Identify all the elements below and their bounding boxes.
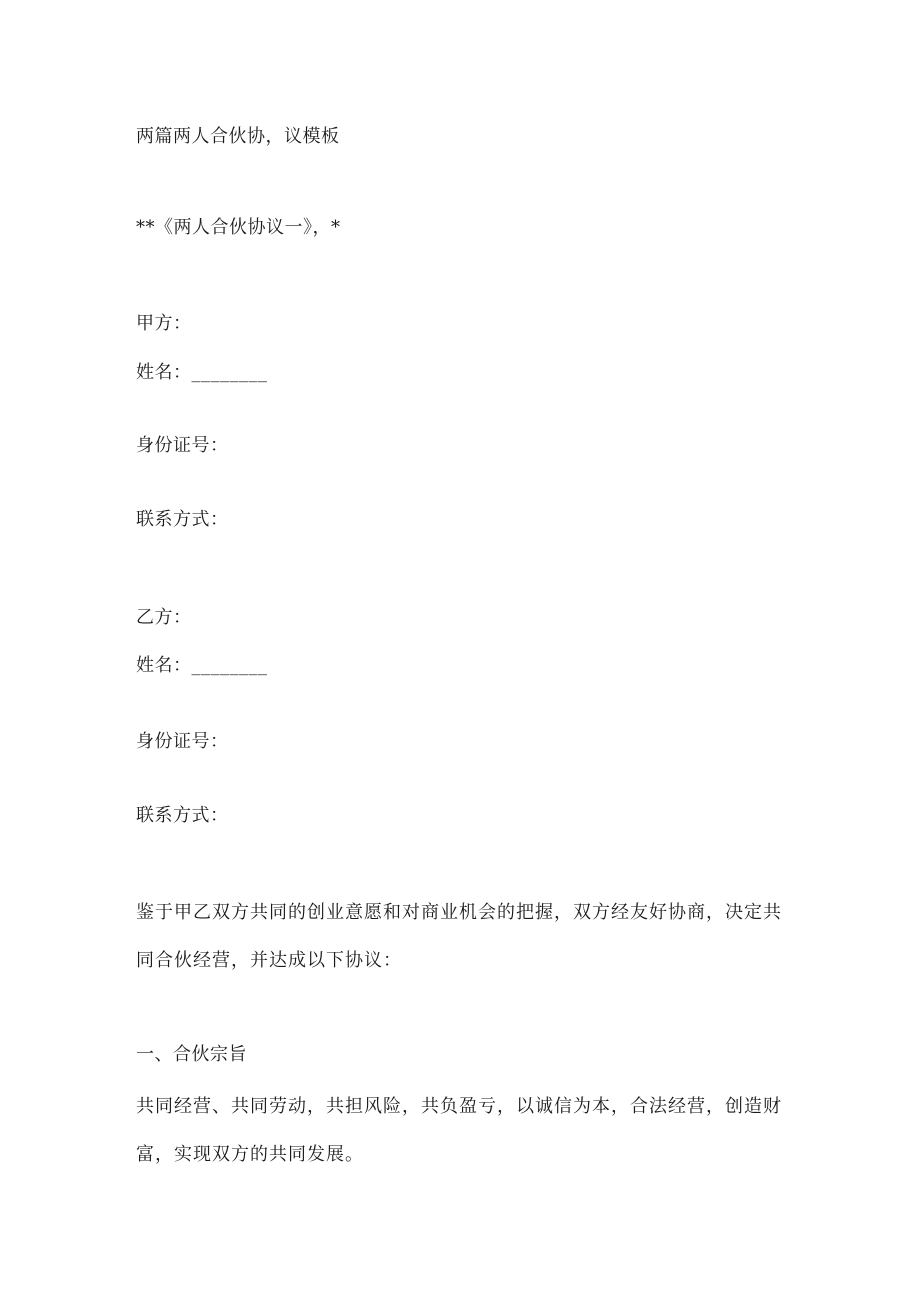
section-1-heading: 一、合伙宗旨	[136, 1044, 247, 1065]
agreement-subtitle: **《两人合伙协议一》，*	[136, 217, 341, 238]
section-1-body: 共同经营、共同劳动，共担风险，共负盈亏，以诚信为本，合法经营，创造财富，实现双方的共同发展。	[136, 1096, 782, 1165]
party-a-contact-label: 联系方式：	[136, 509, 229, 530]
party-b-name-blank: ________	[191, 655, 268, 676]
party-a-name-blank: ________	[191, 362, 268, 383]
party-a-heading: 甲方：	[136, 313, 192, 334]
party-b-id-label: 身份证号：	[136, 731, 229, 752]
party-a-name-label: 姓名：	[136, 362, 192, 383]
party-b-contact-label: 联系方式：	[136, 805, 229, 826]
party-a-name-line	[136, 362, 268, 384]
party-b-heading: 乙方：	[136, 607, 192, 628]
document-title: 两篇两人合伙协，议模板	[136, 126, 340, 147]
preamble-paragraph: 鉴于甲乙双方共同的创业意愿和对商业机会的把握，双方经友好协商，决定共同合伙经营，并达成以下协议：	[136, 902, 782, 971]
party-a-id-label: 身份证号：	[136, 435, 229, 456]
party-b-name-label: 姓名：	[136, 655, 192, 676]
party-b-name-line	[136, 655, 268, 677]
